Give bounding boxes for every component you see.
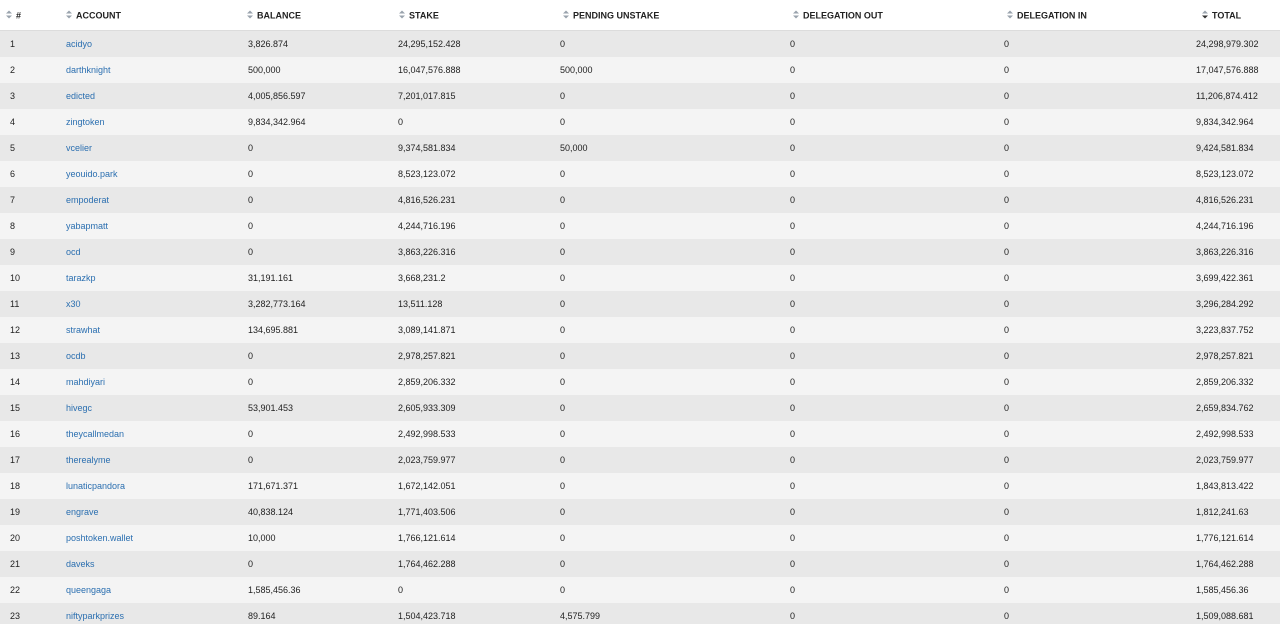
cell-balance: 40,838.124 bbox=[241, 499, 393, 525]
table-row bbox=[0, 291, 1280, 317]
cell-rank: 16 bbox=[0, 421, 60, 447]
cell-delegation-out: 0 bbox=[787, 577, 1001, 603]
cell-stake: 8,523,123.072 bbox=[393, 161, 557, 187]
cell-total: 4,816,526.231 bbox=[1196, 187, 1280, 213]
cell-account bbox=[60, 577, 241, 603]
cell-pending-unstake: 4,575.799 bbox=[557, 603, 787, 624]
table-row bbox=[0, 525, 1280, 551]
cell-pending-unstake: 0 bbox=[557, 525, 787, 551]
account-link[interactable]: empoderat bbox=[66, 195, 110, 205]
cell-pending-unstake: 0 bbox=[557, 343, 787, 369]
account-link[interactable]: niftyparkprizes bbox=[66, 611, 125, 621]
cell-rank: 2 bbox=[0, 57, 60, 83]
cell-balance: 0 bbox=[241, 239, 393, 265]
column-header-label: ACCOUNT bbox=[76, 10, 121, 21]
cell-delegation-out: 0 bbox=[787, 187, 1001, 213]
cell-account bbox=[60, 57, 241, 83]
cell-delegation-out: 0 bbox=[787, 317, 1001, 343]
column-header-label: TOTAL bbox=[1212, 10, 1242, 21]
cell-account bbox=[60, 31, 241, 58]
cell-account bbox=[60, 421, 241, 447]
cell-account bbox=[60, 343, 241, 369]
cell-total: 2,659,834.762 bbox=[1196, 395, 1280, 421]
cell-balance: 171,671.371 bbox=[241, 473, 393, 499]
cell-pending-unstake: 0 bbox=[557, 369, 787, 395]
table-row bbox=[0, 551, 1280, 577]
cell-delegation-in: 0 bbox=[1001, 239, 1196, 265]
cell-balance: 134,695.881 bbox=[241, 317, 393, 343]
cell-total: 4,244,716.196 bbox=[1196, 213, 1280, 239]
cell-delegation-out: 0 bbox=[787, 603, 1001, 624]
column-header-label: DELEGATION OUT bbox=[803, 10, 883, 21]
account-link[interactable]: daveks bbox=[66, 559, 95, 569]
cell-account bbox=[60, 291, 241, 317]
sort-both-icon bbox=[399, 10, 405, 19]
cell-account bbox=[60, 135, 241, 161]
cell-account bbox=[60, 369, 241, 395]
cell-rank: 14 bbox=[0, 369, 60, 395]
cell-delegation-out: 0 bbox=[787, 265, 1001, 291]
cell-pending-unstake: 0 bbox=[557, 239, 787, 265]
cell-total: 11,206,874.412 bbox=[1196, 83, 1280, 109]
cell-delegation-in: 0 bbox=[1001, 577, 1196, 603]
table-row bbox=[0, 447, 1280, 473]
account-link[interactable]: zingtoken bbox=[66, 117, 105, 127]
column-header-label: STAKE bbox=[409, 10, 439, 21]
account-link[interactable]: lunaticpandora bbox=[66, 481, 126, 491]
cell-balance: 500,000 bbox=[241, 57, 393, 83]
table-row bbox=[0, 31, 1280, 58]
cell-stake: 16,047,576.888 bbox=[393, 57, 557, 83]
cell-pending-unstake: 500,000 bbox=[557, 57, 787, 83]
account-link[interactable]: queengaga bbox=[66, 585, 112, 595]
cell-stake: 2,023,759.977 bbox=[393, 447, 557, 473]
cell-total: 1,509,088.681 bbox=[1196, 603, 1280, 624]
column-header-label: BALANCE bbox=[257, 10, 301, 21]
cell-stake: 2,859,206.332 bbox=[393, 369, 557, 395]
cell-stake: 1,766,121.614 bbox=[393, 525, 557, 551]
cell-balance: 0 bbox=[241, 213, 393, 239]
cell-delegation-out: 0 bbox=[787, 525, 1001, 551]
sort-both-icon bbox=[66, 10, 72, 19]
account-link[interactable]: acidyo bbox=[66, 39, 93, 49]
cell-stake: 13,511.128 bbox=[393, 291, 557, 317]
cell-stake: 0 bbox=[393, 109, 557, 135]
cell-balance: 0 bbox=[241, 551, 393, 577]
cell-delegation-in: 0 bbox=[1001, 187, 1196, 213]
cell-rank: 19 bbox=[0, 499, 60, 525]
table-row bbox=[0, 57, 1280, 83]
account-link[interactable]: ocd bbox=[66, 247, 81, 257]
table-row bbox=[0, 395, 1280, 421]
cell-delegation-in: 0 bbox=[1001, 213, 1196, 239]
cell-total: 1,812,241.63 bbox=[1196, 499, 1280, 525]
cell-account bbox=[60, 83, 241, 109]
cell-balance: 0 bbox=[241, 447, 393, 473]
cell-rank: 10 bbox=[0, 265, 60, 291]
cell-stake: 2,978,257.821 bbox=[393, 343, 557, 369]
cell-delegation-in: 0 bbox=[1001, 343, 1196, 369]
cell-rank: 22 bbox=[0, 577, 60, 603]
cell-rank: 5 bbox=[0, 135, 60, 161]
cell-balance: 3,282,773.164 bbox=[241, 291, 393, 317]
cell-delegation-in: 0 bbox=[1001, 109, 1196, 135]
cell-account bbox=[60, 187, 241, 213]
cell-account bbox=[60, 395, 241, 421]
cell-delegation-out: 0 bbox=[787, 551, 1001, 577]
cell-delegation-in: 0 bbox=[1001, 421, 1196, 447]
cell-stake: 3,668,231.2 bbox=[393, 265, 557, 291]
cell-stake: 24,295,152.428 bbox=[393, 31, 557, 58]
cell-total: 8,523,123.072 bbox=[1196, 161, 1280, 187]
cell-delegation-out: 0 bbox=[787, 291, 1001, 317]
cell-account bbox=[60, 603, 241, 624]
sort-both-icon bbox=[1007, 10, 1013, 19]
cell-balance: 1,585,456.36 bbox=[241, 577, 393, 603]
cell-pending-unstake: 0 bbox=[557, 161, 787, 187]
cell-pending-unstake: 0 bbox=[557, 551, 787, 577]
cell-total: 2,859,206.332 bbox=[1196, 369, 1280, 395]
cell-pending-unstake: 0 bbox=[557, 213, 787, 239]
cell-total: 17,047,576.888 bbox=[1196, 57, 1280, 83]
cell-pending-unstake: 0 bbox=[557, 473, 787, 499]
sort-both-icon bbox=[247, 10, 253, 19]
cell-delegation-in: 0 bbox=[1001, 473, 1196, 499]
cell-balance: 31,191.161 bbox=[241, 265, 393, 291]
cell-delegation-in: 0 bbox=[1001, 135, 1196, 161]
cell-delegation-in: 0 bbox=[1001, 603, 1196, 624]
cell-balance: 3,826.874 bbox=[241, 31, 393, 58]
cell-balance: 0 bbox=[241, 135, 393, 161]
cell-stake: 2,605,933.309 bbox=[393, 395, 557, 421]
cell-rank: 7 bbox=[0, 187, 60, 213]
sort-desc-icon bbox=[1202, 10, 1208, 19]
column-header-label: DELEGATION IN bbox=[1017, 10, 1087, 21]
table-row bbox=[0, 473, 1280, 499]
cell-stake: 0 bbox=[393, 577, 557, 603]
cell-rank: 12 bbox=[0, 317, 60, 343]
cell-total: 1,764,462.288 bbox=[1196, 551, 1280, 577]
cell-account bbox=[60, 551, 241, 577]
table-row bbox=[0, 499, 1280, 525]
cell-account bbox=[60, 239, 241, 265]
table-row bbox=[0, 603, 1280, 624]
cell-delegation-in: 0 bbox=[1001, 83, 1196, 109]
cell-pending-unstake: 0 bbox=[557, 317, 787, 343]
cell-total: 24,298,979.302 bbox=[1196, 31, 1280, 58]
cell-account bbox=[60, 499, 241, 525]
cell-rank: 3 bbox=[0, 83, 60, 109]
table-row bbox=[0, 317, 1280, 343]
account-link[interactable]: mahdiyari bbox=[66, 377, 106, 387]
column-header-delegation-out[interactable] bbox=[787, 0, 1001, 31]
account-link[interactable]: x30 bbox=[66, 299, 81, 309]
cell-delegation-in: 0 bbox=[1001, 499, 1196, 525]
cell-rank: 11 bbox=[0, 291, 60, 317]
account-link[interactable]: vcelier bbox=[66, 143, 93, 153]
column-header-pending-unstake[interactable] bbox=[557, 0, 787, 31]
cell-account bbox=[60, 109, 241, 135]
cell-balance: 53,901.453 bbox=[241, 395, 393, 421]
account-link[interactable]: yeouido.park bbox=[66, 169, 118, 179]
account-link[interactable]: poshtoken.wallet bbox=[66, 533, 134, 543]
cell-delegation-in: 0 bbox=[1001, 525, 1196, 551]
cell-delegation-in: 0 bbox=[1001, 447, 1196, 473]
cell-account bbox=[60, 213, 241, 239]
cell-total: 1,776,121.614 bbox=[1196, 525, 1280, 551]
cell-total: 3,223,837.752 bbox=[1196, 317, 1280, 343]
account-link[interactable]: strawhat bbox=[66, 325, 101, 335]
column-header-stake[interactable] bbox=[393, 0, 557, 31]
table-row bbox=[0, 135, 1280, 161]
cell-total: 1,585,456.36 bbox=[1196, 577, 1280, 603]
cell-stake: 3,863,226.316 bbox=[393, 239, 557, 265]
cell-account bbox=[60, 161, 241, 187]
cell-total: 3,863,226.316 bbox=[1196, 239, 1280, 265]
cell-pending-unstake: 0 bbox=[557, 83, 787, 109]
cell-delegation-in: 0 bbox=[1001, 395, 1196, 421]
table-row bbox=[0, 369, 1280, 395]
cell-delegation-in: 0 bbox=[1001, 317, 1196, 343]
cell-delegation-out: 0 bbox=[787, 343, 1001, 369]
column-header-label: # bbox=[16, 10, 22, 21]
cell-delegation-out: 0 bbox=[787, 473, 1001, 499]
table-body bbox=[0, 31, 1280, 624]
account-link[interactable]: yabapmatt bbox=[66, 221, 109, 231]
table-row bbox=[0, 239, 1280, 265]
cell-rank: 9 bbox=[0, 239, 60, 265]
table-row bbox=[0, 161, 1280, 187]
cell-delegation-out: 0 bbox=[787, 447, 1001, 473]
table-row bbox=[0, 109, 1280, 135]
cell-pending-unstake: 0 bbox=[557, 31, 787, 58]
cell-delegation-out: 0 bbox=[787, 369, 1001, 395]
cell-rank: 15 bbox=[0, 395, 60, 421]
cell-total: 9,834,342.964 bbox=[1196, 109, 1280, 135]
account-link[interactable]: ocdb bbox=[66, 351, 86, 361]
account-link[interactable]: theycallmedan bbox=[66, 429, 125, 439]
cell-stake: 2,492,998.533 bbox=[393, 421, 557, 447]
cell-delegation-in: 0 bbox=[1001, 31, 1196, 58]
column-header-delegation-in[interactable] bbox=[1001, 0, 1196, 31]
cell-pending-unstake: 0 bbox=[557, 265, 787, 291]
cell-total: 9,424,581.834 bbox=[1196, 135, 1280, 161]
account-link[interactable]: hivegc bbox=[66, 403, 93, 413]
cell-delegation-out: 0 bbox=[787, 499, 1001, 525]
cell-pending-unstake: 0 bbox=[557, 447, 787, 473]
cell-delegation-out: 0 bbox=[787, 213, 1001, 239]
cell-stake: 3,089,141.871 bbox=[393, 317, 557, 343]
cell-delegation-out: 0 bbox=[787, 83, 1001, 109]
cell-balance: 10,000 bbox=[241, 525, 393, 551]
cell-stake: 9,374,581.834 bbox=[393, 135, 557, 161]
cell-stake: 4,816,526.231 bbox=[393, 187, 557, 213]
cell-balance: 0 bbox=[241, 421, 393, 447]
cell-total: 2,492,998.533 bbox=[1196, 421, 1280, 447]
cell-account bbox=[60, 525, 241, 551]
cell-account bbox=[60, 265, 241, 291]
cell-account bbox=[60, 317, 241, 343]
cell-rank: 13 bbox=[0, 343, 60, 369]
account-link[interactable]: engrave bbox=[66, 507, 99, 517]
cell-balance: 0 bbox=[241, 369, 393, 395]
column-header-balance[interactable] bbox=[241, 0, 393, 31]
cell-delegation-in: 0 bbox=[1001, 369, 1196, 395]
cell-delegation-out: 0 bbox=[787, 239, 1001, 265]
cell-pending-unstake: 0 bbox=[557, 291, 787, 317]
table-row bbox=[0, 343, 1280, 369]
cell-pending-unstake: 0 bbox=[557, 421, 787, 447]
cell-balance: 4,005,856.597 bbox=[241, 83, 393, 109]
cell-delegation-out: 0 bbox=[787, 395, 1001, 421]
cell-balance: 9,834,342.964 bbox=[241, 109, 393, 135]
cell-pending-unstake: 50,000 bbox=[557, 135, 787, 161]
cell-stake: 4,244,716.196 bbox=[393, 213, 557, 239]
cell-pending-unstake: 0 bbox=[557, 499, 787, 525]
cell-stake: 1,764,462.288 bbox=[393, 551, 557, 577]
cell-total: 1,843,813.422 bbox=[1196, 473, 1280, 499]
account-link[interactable]: tarazkp bbox=[66, 273, 96, 283]
cell-rank: 20 bbox=[0, 525, 60, 551]
column-header-account[interactable] bbox=[60, 0, 241, 31]
cell-total: 2,978,257.821 bbox=[1196, 343, 1280, 369]
cell-rank: 18 bbox=[0, 473, 60, 499]
cell-pending-unstake: 0 bbox=[557, 187, 787, 213]
cell-rank: 21 bbox=[0, 551, 60, 577]
cell-total: 2,023,759.977 bbox=[1196, 447, 1280, 473]
cell-delegation-out: 0 bbox=[787, 161, 1001, 187]
table-row bbox=[0, 265, 1280, 291]
account-link[interactable]: edicted bbox=[66, 91, 96, 101]
cell-rank: 1 bbox=[0, 31, 60, 58]
table-row bbox=[0, 187, 1280, 213]
cell-delegation-out: 0 bbox=[787, 135, 1001, 161]
cell-delegation-in: 0 bbox=[1001, 551, 1196, 577]
column-header-rank[interactable] bbox=[0, 0, 60, 31]
column-header-total[interactable] bbox=[1196, 0, 1280, 31]
cell-stake: 1,672,142.051 bbox=[393, 473, 557, 499]
cell-rank: 4 bbox=[0, 109, 60, 135]
cell-balance: 0 bbox=[241, 187, 393, 213]
cell-balance: 0 bbox=[241, 343, 393, 369]
cell-pending-unstake: 0 bbox=[557, 109, 787, 135]
header-row bbox=[0, 0, 1280, 31]
cell-delegation-out: 0 bbox=[787, 57, 1001, 83]
table-row bbox=[0, 577, 1280, 603]
cell-stake: 7,201,017.815 bbox=[393, 83, 557, 109]
cell-delegation-out: 0 bbox=[787, 109, 1001, 135]
account-link[interactable]: therealyme bbox=[66, 455, 111, 465]
cell-stake: 1,504,423.718 bbox=[393, 603, 557, 624]
cell-total: 3,699,422.361 bbox=[1196, 265, 1280, 291]
cell-delegation-in: 0 bbox=[1001, 265, 1196, 291]
sort-both-icon bbox=[793, 10, 799, 19]
cell-balance: 0 bbox=[241, 161, 393, 187]
cell-rank: 17 bbox=[0, 447, 60, 473]
table-row bbox=[0, 83, 1280, 109]
cell-account bbox=[60, 473, 241, 499]
cell-account bbox=[60, 447, 241, 473]
cell-rank: 23 bbox=[0, 603, 60, 624]
cell-delegation-out: 0 bbox=[787, 421, 1001, 447]
table-row bbox=[0, 213, 1280, 239]
cell-delegation-in: 0 bbox=[1001, 161, 1196, 187]
cell-balance: 89.164 bbox=[241, 603, 393, 624]
cell-total: 3,296,284.292 bbox=[1196, 291, 1280, 317]
sort-both-icon bbox=[563, 10, 569, 19]
cell-rank: 6 bbox=[0, 161, 60, 187]
column-header-label: PENDING UNSTAKE bbox=[573, 10, 660, 21]
cell-delegation-in: 0 bbox=[1001, 57, 1196, 83]
cell-delegation-in: 0 bbox=[1001, 291, 1196, 317]
cell-rank: 8 bbox=[0, 213, 60, 239]
cell-stake: 1,771,403.506 bbox=[393, 499, 557, 525]
sort-both-icon bbox=[6, 10, 12, 19]
table-header bbox=[0, 0, 1280, 31]
cell-delegation-out: 0 bbox=[787, 31, 1001, 58]
account-link[interactable]: darthknight bbox=[66, 65, 111, 75]
table-row bbox=[0, 421, 1280, 447]
cell-pending-unstake: 0 bbox=[557, 395, 787, 421]
cell-pending-unstake: 0 bbox=[557, 577, 787, 603]
